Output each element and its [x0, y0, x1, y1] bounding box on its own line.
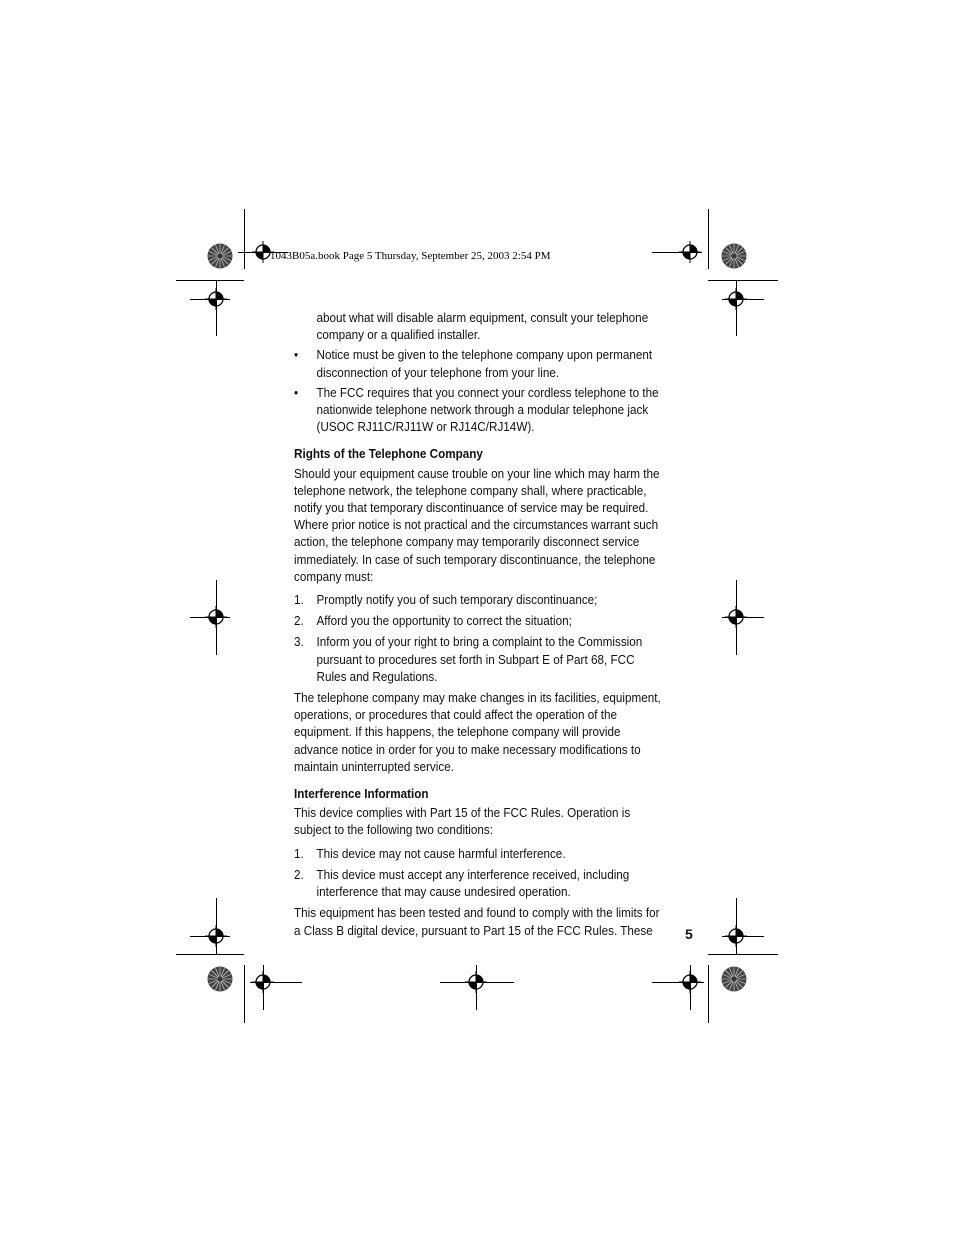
list-item	[294, 384, 663, 436]
reg-vline-right-upper	[736, 281, 737, 336]
starburst-mark-bottom-left	[207, 966, 233, 992]
list-text: Inform you of your right to bring a complaint to the Commission pursuant to procedures set forth in Subpart E of Part 68, FCC Rules and Regulations.	[316, 634, 643, 684]
crop-mark-bottom-right-h	[708, 954, 778, 955]
reg-hline-left-upper	[190, 299, 230, 300]
bullet-continuation: about what will disable alarm equipment, consult your telephone company or a qualified installer.	[316, 310, 649, 343]
reg-vline-left-upper	[216, 281, 217, 336]
rights-closing-paragraph: The telephone company may make changes in its facilities, equipment, operations, or procedures that could affect the operation of the equipment. If this happens, the telephone company will provide advance notice in order for you to make necessary modifications to maintain uninterrupted service.	[294, 690, 661, 774]
list-text: Promptly notify you of such temporary discontinuance;	[316, 592, 598, 608]
reg-line-top-right	[652, 252, 702, 253]
crop-mark-bottom-right	[708, 965, 709, 1023]
starburst-mark-bottom-right	[721, 966, 747, 992]
list-item	[294, 845, 663, 862]
interference-intro-paragraph: This device complies with Part 15 of the FCC Rules. Operation is subject to the following two conditions:	[294, 805, 631, 838]
section-heading-rights: Rights of the Telephone Company	[294, 446, 483, 462]
reg-vline-right-lower	[736, 898, 737, 955]
rights-intro-paragraph: Should your equipment cause trouble on your line which may harm the telephone network, the telephone company shall, where practicable, notify you that temporary discontinuance of service may be required. Where prior notice is not practical and the circumstances warrant such action, the telephone company may temporarily disconnect service immediately. In case of such temporary discontinuance, the telephone company must:	[294, 465, 660, 584]
reg-hline-right-upper	[722, 299, 764, 300]
list-item	[294, 866, 663, 900]
list-number: 1.	[294, 845, 304, 861]
bullet-text: Notice must be given to the telephone company upon permanent disconnection of your telephone from your line.	[316, 347, 653, 380]
reg-hline-bottom-left	[250, 982, 302, 983]
interference-closing-paragraph: This equipment has been tested and found to comply with the limits for a Class B digital device, pursuant to Part 15 of the FCC Rules. These	[294, 905, 660, 938]
list-text: Afford you the opportunity to correct the situation;	[316, 613, 572, 629]
list-text: This device may not cause harmful interference.	[316, 845, 566, 861]
list-item	[294, 612, 663, 629]
list-item	[294, 633, 663, 685]
list-item	[294, 346, 663, 380]
reg-vline-bottom-right	[690, 965, 691, 1010]
section-heading-interference: Interference Information	[294, 786, 429, 802]
bullet-text: The FCC requires that you connect your cordless telephone to the nationwide telephone network through a modular telephone jack (USOC RJ11C/RJ11W or RJ14C/RJ14W).	[316, 384, 659, 435]
list-item	[294, 591, 663, 608]
list-number: 1.	[294, 592, 304, 608]
crop-mark-top-right-h	[708, 280, 778, 281]
print-header: 1043B05a.book Page 5 Thursday, September 25, 2003 2:54 PM	[270, 250, 551, 262]
reg-hline-left-middle	[190, 617, 230, 618]
crop-mark-top-right	[708, 209, 709, 269]
reg-vline-bottom-left	[263, 965, 264, 1010]
page-content	[294, 309, 663, 944]
starburst-mark-top-right	[721, 243, 747, 269]
reg-hline-right-lower	[722, 936, 764, 937]
list-number: 2.	[294, 866, 304, 882]
list-number: 3.	[294, 634, 304, 650]
reg-hline-left-lower	[190, 936, 230, 937]
bullet-marker: •	[294, 347, 299, 363]
crop-mark-bottom-left-h	[176, 954, 244, 955]
reg-vline-left-lower	[216, 898, 217, 955]
reg-hline-right-middle	[722, 617, 764, 618]
list-number: 2.	[294, 613, 304, 629]
bullet-marker: •	[294, 384, 299, 400]
starburst-mark-top-left	[207, 243, 233, 269]
list-text: This device must accept any interference received, including interference that may cause undesired operation.	[316, 866, 630, 900]
crop-mark-top-left-h	[176, 280, 244, 281]
crop-mark-top-left	[244, 209, 245, 269]
page-number: 5	[685, 926, 693, 942]
reg-hline-bottom-right	[652, 982, 704, 983]
reg-vline-bottom-center	[476, 965, 477, 1010]
crop-mark-bottom-left	[244, 965, 245, 1023]
reg-hline-bottom-center	[440, 982, 514, 983]
